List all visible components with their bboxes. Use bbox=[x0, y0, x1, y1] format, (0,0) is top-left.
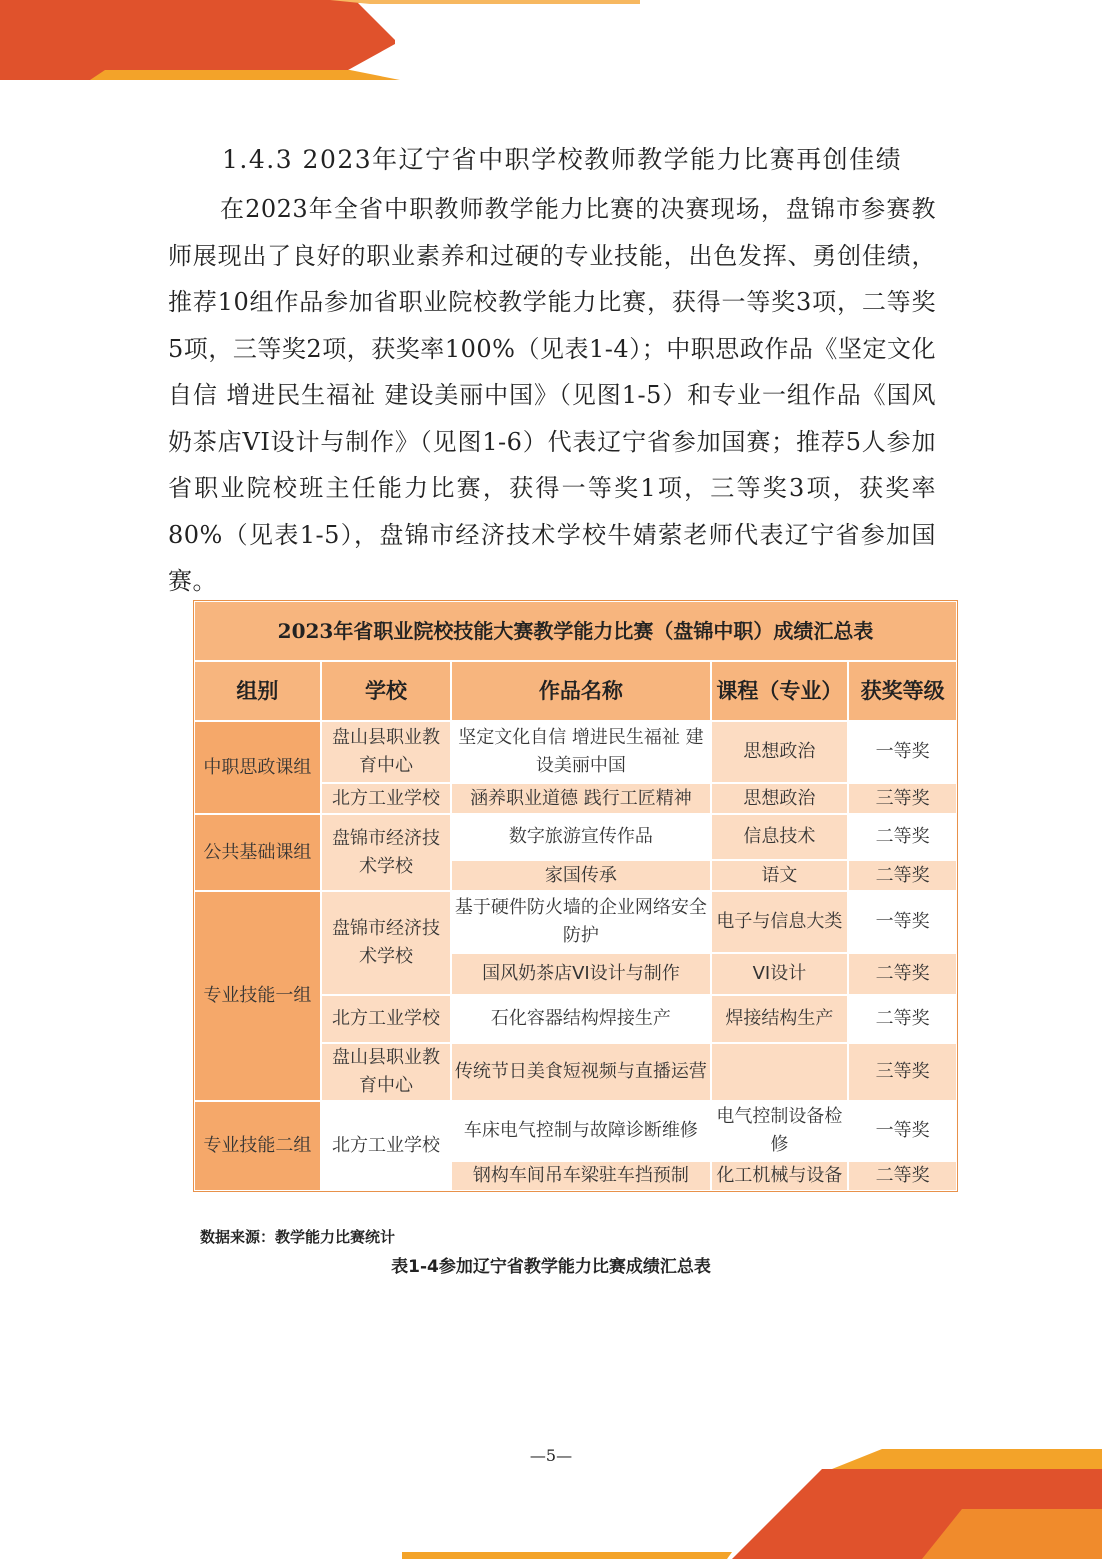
work-cell: 传统节日美食短视频与直播运营 bbox=[451, 1043, 710, 1101]
course-cell: 语文 bbox=[711, 860, 849, 891]
school-cell: 盘山县职业教育中心 bbox=[321, 721, 452, 783]
course-cell: 思想政治 bbox=[711, 783, 849, 814]
work-cell: 坚定文化自信 增进民生福祉 建设美丽中国 bbox=[451, 721, 710, 783]
school-cell: 北方工业学校 bbox=[321, 995, 452, 1043]
course-cell: 思想政治 bbox=[711, 721, 849, 783]
data-source-note: 数据来源：教学能力比赛统计 bbox=[200, 1228, 396, 1246]
work-cell: 家国传承 bbox=[451, 860, 710, 891]
header-course: 课程（专业） bbox=[711, 661, 849, 721]
work-cell: 国风奶茶店VI设计与制作 bbox=[451, 953, 710, 995]
work-cell: 车床电气控制与故障诊断维修 bbox=[451, 1101, 710, 1161]
work-cell: 基于硬件防火墙的企业网络安全防护 bbox=[451, 891, 710, 953]
group-cell: 专业技能一组 bbox=[194, 891, 321, 1101]
table-caption: 表1-4参加辽宁省教学能力比赛成绩汇总表 bbox=[391, 1257, 711, 1277]
group-cell: 专业技能二组 bbox=[194, 1101, 321, 1191]
work-cell: 涵养职业道德 践行工匠精神 bbox=[451, 783, 710, 814]
course-cell: 信息技术 bbox=[711, 814, 849, 860]
award-cell: 一等奖 bbox=[848, 1101, 957, 1161]
header-work: 作品名称 bbox=[451, 661, 710, 721]
work-cell: 钢构车间吊车梁驻车挡预制 bbox=[451, 1161, 710, 1191]
header-decoration bbox=[0, 0, 660, 80]
school-cell: 盘锦市经济技术学校 bbox=[321, 814, 452, 891]
award-cell: 二等奖 bbox=[848, 860, 957, 891]
header-group: 组别 bbox=[194, 661, 321, 721]
school-cell: 盘锦市经济技术学校 bbox=[321, 891, 452, 995]
school-cell: 北方工业学校 bbox=[321, 783, 452, 814]
school-cell: 北方工业学校 bbox=[321, 1101, 452, 1191]
award-cell: 三等奖 bbox=[848, 783, 957, 814]
school-cell: 盘山县职业教育中心 bbox=[321, 1043, 452, 1101]
group-cell: 公共基础课组 bbox=[194, 814, 321, 891]
award-cell: 二等奖 bbox=[848, 814, 957, 860]
header-school: 学校 bbox=[321, 661, 452, 721]
course-cell: 化工机械与设备 bbox=[711, 1161, 849, 1191]
course-cell bbox=[711, 1043, 849, 1101]
award-cell: 三等奖 bbox=[848, 1043, 957, 1101]
group-cell: 中职思政课组 bbox=[194, 721, 321, 814]
award-cell: 一等奖 bbox=[848, 891, 957, 953]
body-paragraph: 在2023年全省中职教师教学能力比赛的决赛现场，盘锦市参赛教师展现出了良好的职业素养和过硬的专业技能，出色发挥、勇创佳绩，推荐10组作品参加省职业院校教学能力比赛，获得一等奖3项，二等奖5项，三等奖2项，获奖率100%（见表1-4）；中职思政作品《坚定文化自信 增进民生福祉 建设美丽中国》（见图1-5）和专业一组作品《国风奶茶店VI设计与制作》（见图1-6）代表辽宁省参加国赛；推荐5人参加省职业院校班主任能力比赛，获得一等奖1项，三等奖3项，获奖率80%（见表1-5），盘锦市经济技术学校牛婧萦老师代表辽宁省参加国赛。 bbox=[168, 195, 936, 595]
award-cell: 二等奖 bbox=[848, 995, 957, 1043]
course-cell: 电子与信息大类 bbox=[711, 891, 849, 953]
course-cell: 焊接结构生产 bbox=[711, 995, 849, 1043]
course-cell: 电气控制设备检修 bbox=[711, 1101, 849, 1161]
section-heading: 1.4.3 2023年辽宁省中职学校教师教学能力比赛再创佳绩 bbox=[222, 145, 903, 174]
award-cell: 二等奖 bbox=[848, 953, 957, 995]
header-award: 获奖等级 bbox=[848, 661, 957, 721]
work-cell: 石化容器结构焊接生产 bbox=[451, 995, 710, 1043]
page-number: —5— bbox=[529, 1446, 573, 1465]
work-cell: 数字旅游宣传作品 bbox=[451, 814, 710, 860]
award-cell: 一等奖 bbox=[848, 721, 957, 783]
award-cell: 二等奖 bbox=[848, 1161, 957, 1191]
course-cell: VI设计 bbox=[711, 953, 849, 995]
footer-decoration bbox=[402, 1449, 1102, 1559]
table-title: 2023年省职业院校技能大赛教学能力比赛（盘锦中职）成绩汇总表 bbox=[194, 601, 957, 661]
results-table bbox=[193, 600, 958, 1192]
